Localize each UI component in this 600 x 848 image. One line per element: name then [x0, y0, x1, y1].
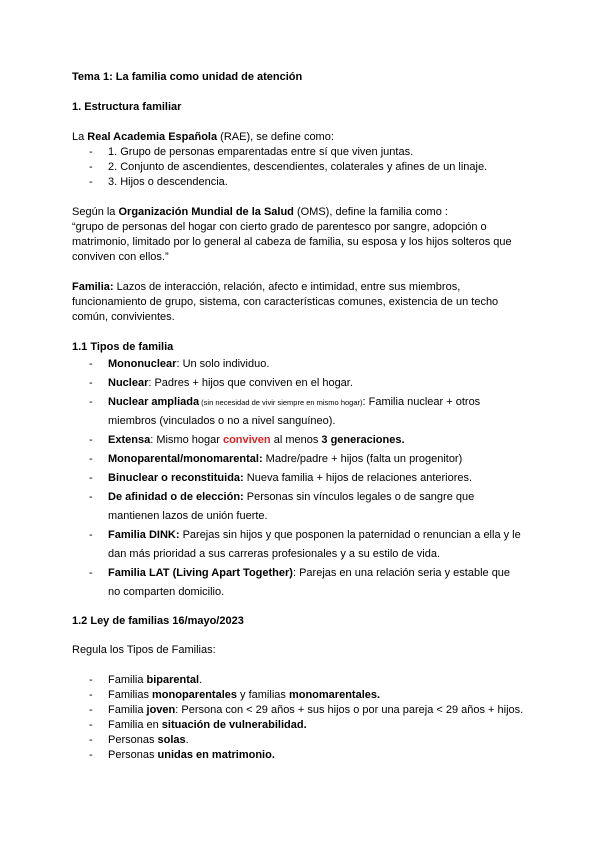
- list-item: - 2. Conjunto de ascendientes, descendientes, colaterales y afines de un linaje.: [89, 161, 488, 173]
- list-item: - Personas unidas en matrimonio.: [89, 749, 275, 761]
- rae-definition-intro: La Real Academia Española (RAE), se define como:: [72, 131, 334, 143]
- section-1-heading: 1. Estructura familiar: [72, 101, 182, 113]
- list-item-mononuclear: - Mononuclear: Un solo individuo.: [89, 358, 270, 370]
- section-1-1-heading: 1.1 Tipos de familia: [72, 341, 174, 353]
- list-item: - Personas solas.: [89, 734, 189, 746]
- document-title: Tema 1: La familia como unidad de atención: [72, 71, 303, 83]
- list-item: - 3. Hijos o descendencia.: [89, 176, 228, 188]
- list-item: - Familias monoparentales y familias monomarentales.: [89, 689, 381, 701]
- list-item-extensa: - Extensa: Mismo hogar conviven al menos 3 generaciones.: [89, 434, 405, 446]
- law-intro: Regula los Tipos de Familias:: [72, 644, 216, 656]
- document-body: [72, 70, 532, 763]
- list-item: - Familia joven: Persona con < 29 años + sus hijos o por una pareja < 29 años + hijos.: [89, 704, 524, 716]
- list-item: - Familia biparental.: [89, 674, 203, 686]
- list-item-afinidad: - De afinidad o de elección: Personas sin vínculos legales o de sangre que mantienen lazos de unión fuerte.: [89, 491, 475, 522]
- list-item-monoparental: - Monoparental/monomarental: Madre/padre + hijos (falta un progenitor): [89, 453, 463, 465]
- list-item-nuclear-ampliada: - Nuclear ampliada (sin necesidad de vivir siempre en mismo hogar): Familia nuclear + otros miembros (vinculados o no a nivel sanguíneo).: [89, 396, 481, 427]
- list-item-lat: - Familia LAT (Living Apart Together): Parejas en una relación seria y estable que no comparten domicilio.: [89, 567, 511, 598]
- list-item: - 1. Grupo de personas emparentadas entre sí que viven juntas.: [89, 146, 414, 158]
- list-item-dink: - Familia DINK: Parejas sin hijos y que posponen la paternidad o renuncian a ella y le dan más prioridad a sus carreras profesionales y a su estilo de vida.: [89, 529, 521, 560]
- section-1-2-heading: 1.2 Ley de familias 16/mayo/2023: [72, 615, 244, 627]
- rae-definition-list: [72, 145, 532, 190]
- list-item: - Familia en situación de vulnerabilidad.: [89, 719, 307, 731]
- oms-quote: “grupo de personas del hogar con cierto grado de parentesco por sangre, adopción o matrimonio, limitado por lo general al cabeza de familia, su esposa y los hijos solteros que conviven con ellos.”: [72, 221, 512, 263]
- law-family-types-list: [72, 673, 532, 763]
- list-item-nuclear: - Nuclear: Padres + hijos que conviven en el hogar.: [89, 377, 353, 389]
- familia-definition: Familia: Lazos de interacción, relación, afecto e intimidad, entre sus miembros, funcionamiento de grupo, sistema, con características comunes, existencia de un techo común, convivientes.: [72, 281, 499, 323]
- list-item-binuclear: - Binuclear o reconstituida: Nueva familia + hijos de relaciones anteriores.: [89, 472, 473, 484]
- family-types-list: [72, 355, 532, 602]
- oms-definition-intro: Según la Organización Mundial de la Salud (OMS), define la familia como :: [72, 206, 448, 218]
